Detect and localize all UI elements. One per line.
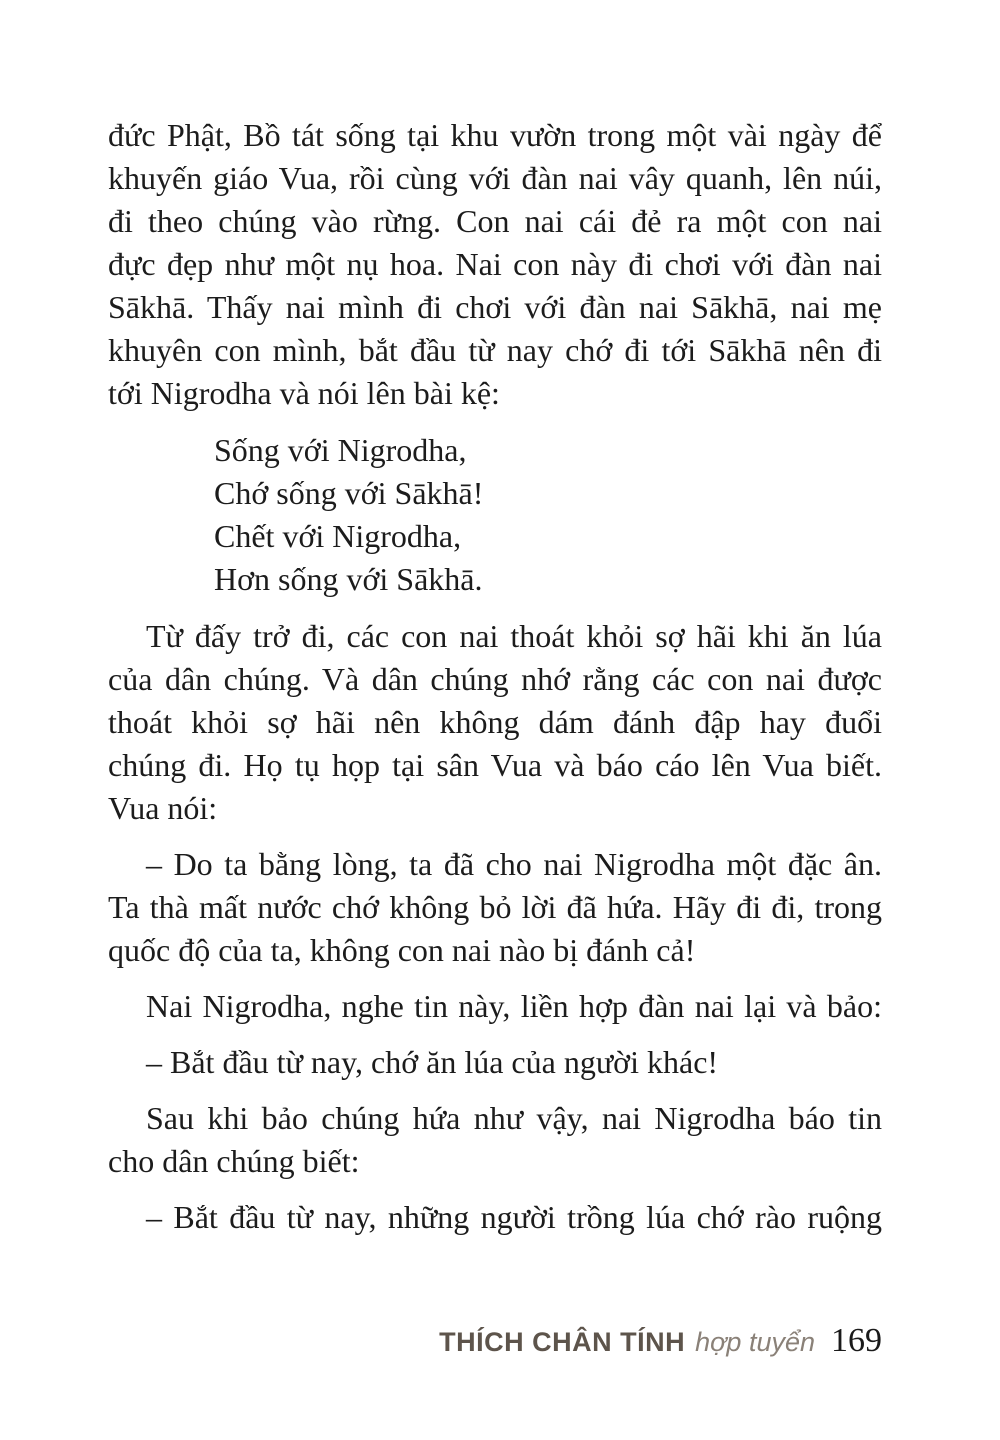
page-number: 169 — [831, 1322, 882, 1359]
footer-author: THÍCH CHÂN TÍNH — [439, 1327, 686, 1357]
verse-line: Hơn sống với Sākhā. — [214, 561, 483, 597]
text-line: Vua nói: — [108, 790, 218, 826]
verse-block — [214, 429, 882, 601]
text-line: Nai Nigrodha, nghe tin này, liền hợp đàn nai lại và bảo: — [146, 988, 882, 1024]
text-line: Từ đấy trở đi, các con nai thoát khỏi sợ hãi khi ăn lúa — [146, 618, 882, 654]
text-line: – Do ta bằng lòng, ta đã cho nai Nigrodha một đặc ân. — [146, 846, 882, 882]
verse-line: Chớ sống với Sākhā! — [214, 475, 484, 511]
text-line: khuyến giáo Vua, rồi cùng với đàn nai vây quanh, lên núi, — [108, 160, 882, 196]
text-line: đức Phật, Bồ tát sống tại khu vườn trong một vài ngày để — [108, 117, 882, 153]
text-line: thoát khỏi sợ hãi nên không dám đánh đập hay đuổi — [108, 704, 882, 740]
paragraph — [108, 615, 882, 830]
text-line: quốc độ của ta, không con nai nào bị đánh cả! — [108, 932, 696, 968]
footer-series-title: hợp tuyển — [695, 1327, 815, 1357]
text-line: tới Nigrodha và nói lên bài kệ: — [108, 375, 500, 411]
text-line: – Bắt đầu từ nay, chớ ăn lúa của người khác! — [146, 1044, 719, 1080]
page-footer — [439, 1322, 882, 1360]
paragraph — [108, 985, 882, 1028]
paragraph — [108, 1097, 882, 1183]
verse-line: Chết với Nigrodha, — [214, 518, 462, 554]
text-line: Sākhā. Thấy nai mình đi chơi với đàn nai Sākhā, nai mẹ — [108, 289, 882, 325]
text-line: đi theo chúng vào rừng. Con nai cái đẻ ra một con nai — [108, 203, 882, 239]
paragraph — [108, 114, 882, 415]
text-line: cho dân chúng biết: — [108, 1143, 360, 1179]
paragraph-dialogue — [108, 843, 882, 972]
paragraph-dialogue — [108, 1041, 882, 1084]
text-line: đực đẹp như một nụ hoa. Nai con này đi chơi với đàn nai — [108, 246, 882, 282]
text-line: Sau khi bảo chúng hứa như vậy, nai Nigrodha báo tin — [146, 1100, 882, 1136]
text-line: khuyên con mình, bắt đầu từ nay chớ đi tới Sākhā nên đi — [108, 332, 882, 368]
text-line: chúng đi. Họ tụ họp tại sân Vua và báo cáo lên Vua biết. — [108, 747, 882, 783]
text-line: của dân chúng. Và dân chúng nhớ rằng các con nai được — [108, 661, 882, 697]
text-line: Ta thà mất nước chớ không bỏ lời đã hứa. Hãy đi đi, trong — [108, 889, 882, 925]
text-line: – Bắt đầu từ nay, những người trồng lúa chớ rào ruộng — [146, 1199, 882, 1235]
page-text-block — [108, 114, 882, 1239]
verse-line: Sống với Nigrodha, — [214, 432, 467, 468]
paragraph-dialogue — [108, 1196, 882, 1239]
